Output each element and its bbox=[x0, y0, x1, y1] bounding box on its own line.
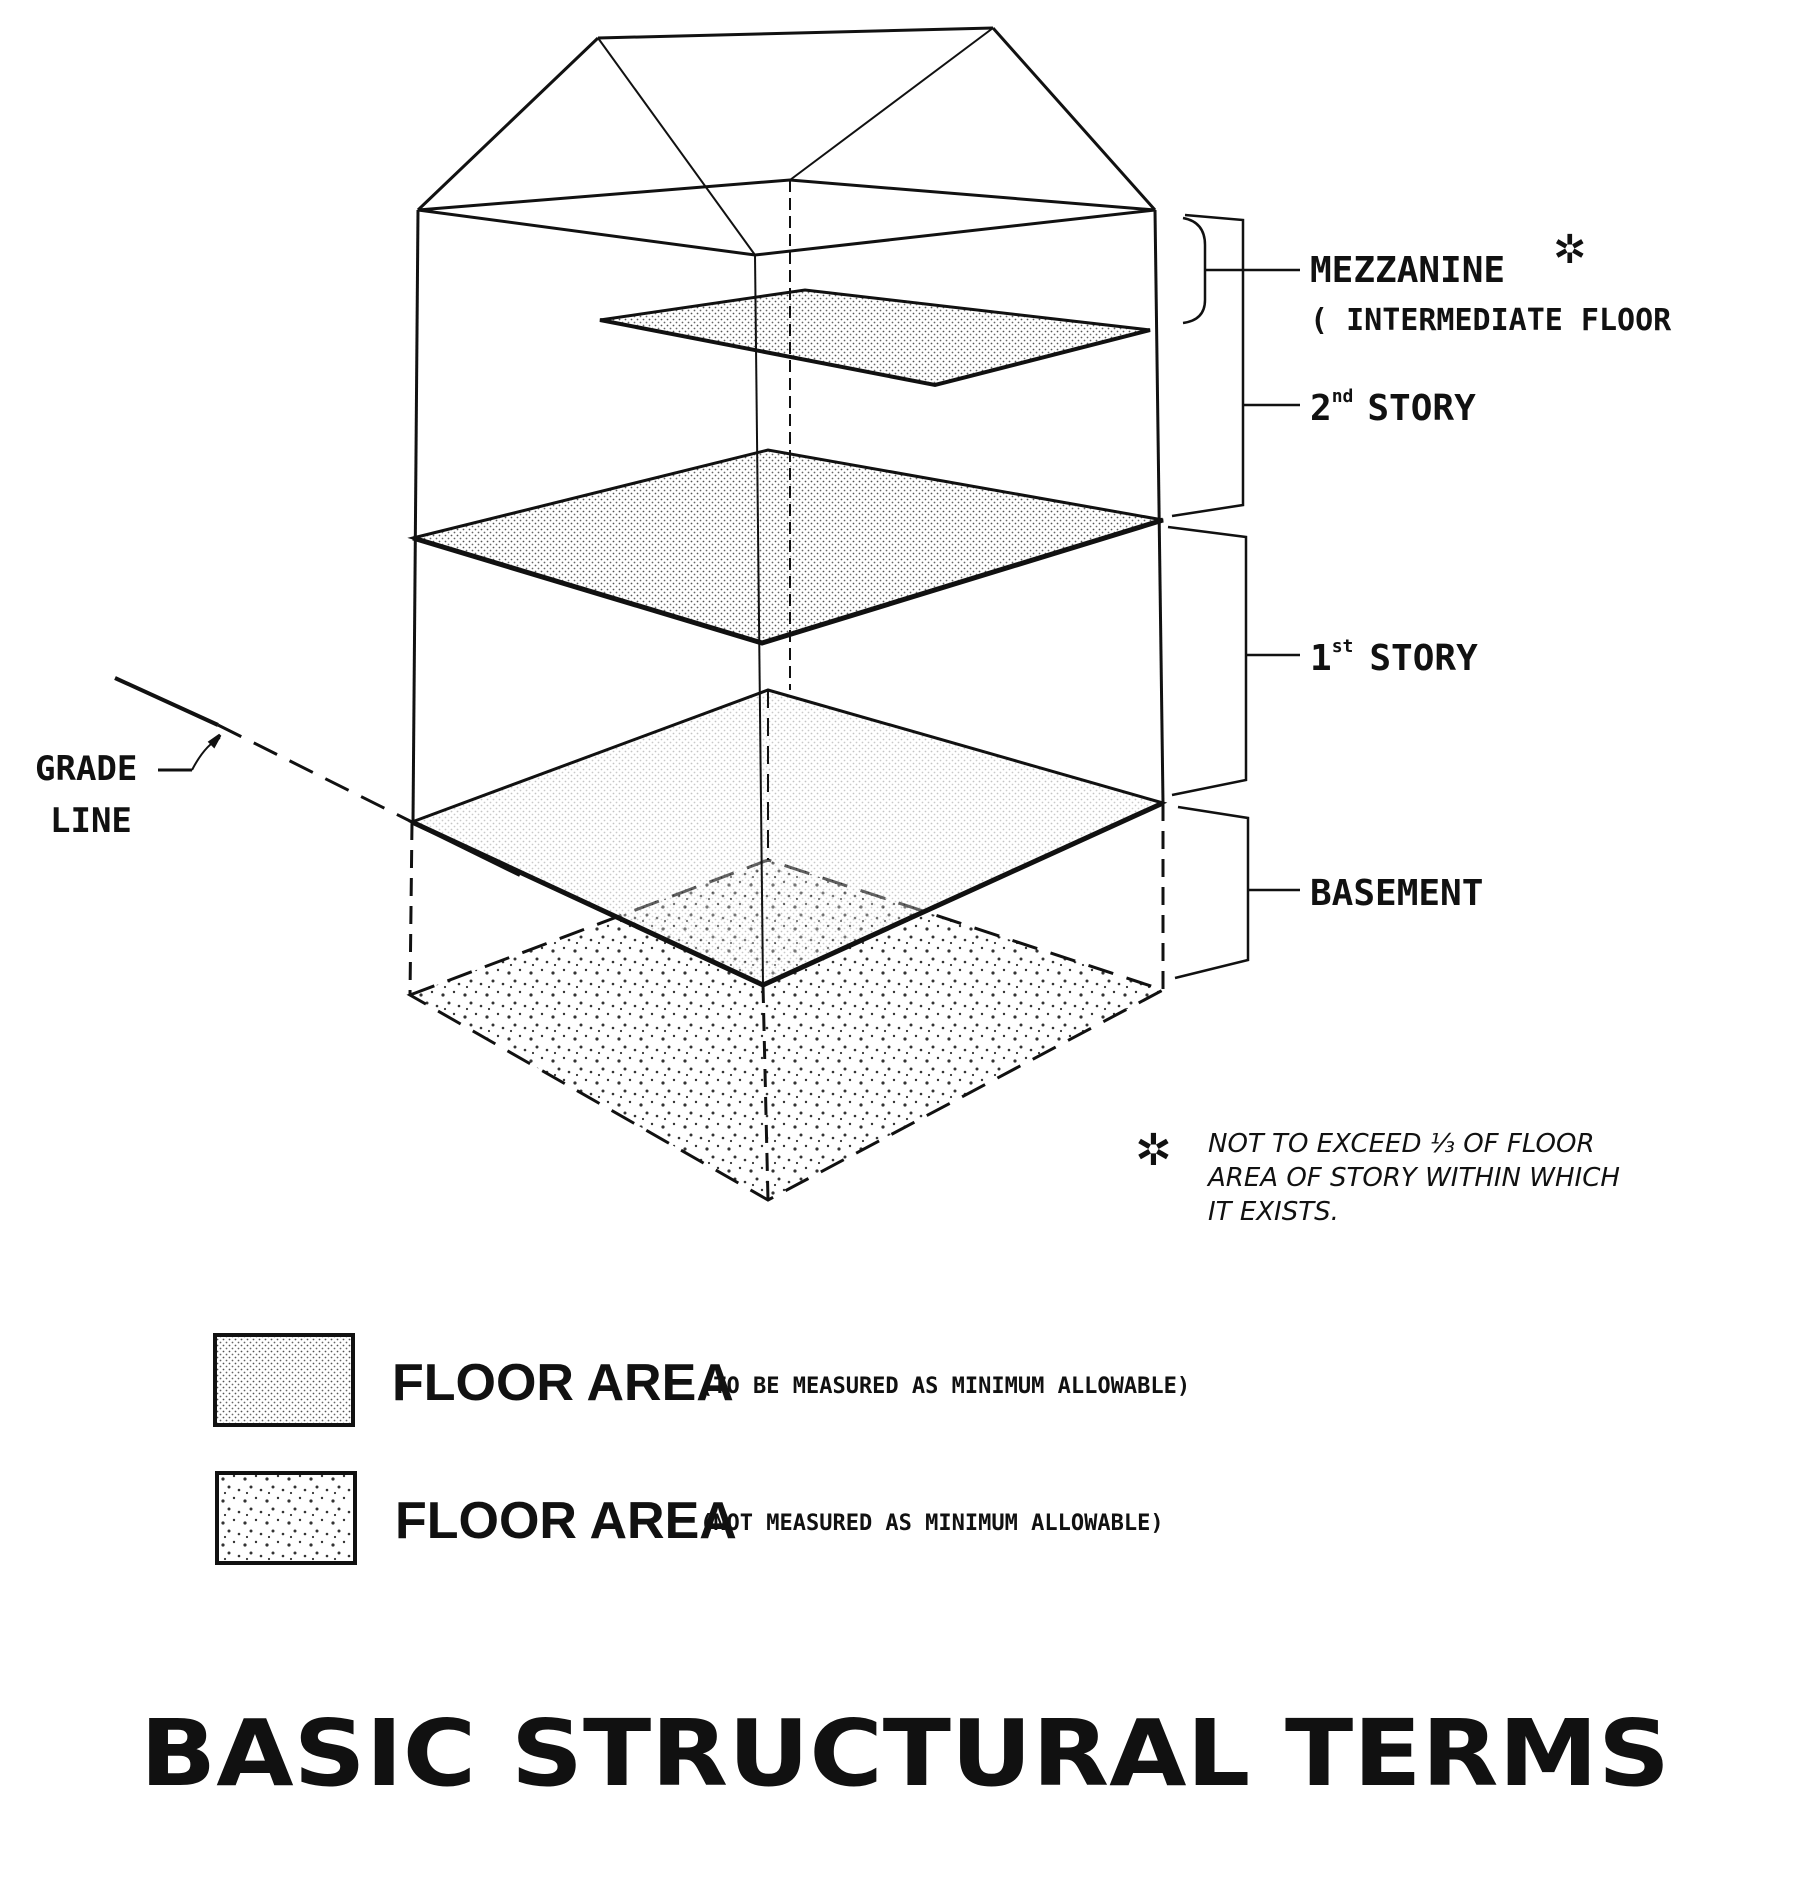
mezzanine-label: MEZZANINE bbox=[1310, 250, 1506, 291]
second-story-label: 2nd STORY bbox=[1310, 386, 1476, 429]
footnote-line-2: AREA OF STORY WITHIN WHICH bbox=[1208, 1163, 1620, 1193]
legend-note-measured: (TO BE MEASURED AS MINIMUM ALLOWABLE) bbox=[700, 1374, 1191, 1399]
footnote bbox=[1135, 1125, 1620, 1227]
grade-line-label: GRADE bbox=[35, 749, 138, 789]
story-brackets bbox=[1168, 215, 1300, 978]
grade-line-label-2: LINE bbox=[50, 801, 132, 841]
ceiling-plane bbox=[418, 180, 1155, 255]
legend-swatch-measured bbox=[215, 1335, 353, 1425]
grade-line bbox=[115, 678, 520, 875]
first-story-label: 1st STORY bbox=[1310, 636, 1478, 679]
basement-label: BASEMENT bbox=[1310, 873, 1484, 914]
first-story-floor bbox=[412, 690, 1163, 985]
legend-note-not-measured: (NOT MEASURED AS MINIMUM ALLOWABLE) bbox=[700, 1511, 1164, 1536]
intermediate-floor-label: ( INTERMEDIATE FLOOR bbox=[1310, 303, 1672, 338]
legend-label-measured: FLOOR AREA bbox=[392, 1354, 734, 1412]
second-story-floor bbox=[413, 450, 1163, 643]
building-drawing bbox=[115, 28, 1300, 1200]
footnote-line-1: NOT TO EXCEED ⅓ OF FLOOR bbox=[1208, 1129, 1595, 1159]
legend-label-not-measured: FLOOR AREA bbox=[395, 1492, 737, 1550]
page-title: BASIC STRUCTURAL TERMS bbox=[140, 1700, 1670, 1807]
legend-swatch-not-measured bbox=[217, 1473, 355, 1563]
asterisk-icon: ✲ bbox=[1135, 1125, 1172, 1176]
footnote-line-3: IT EXISTS. bbox=[1208, 1197, 1339, 1227]
asterisk-icon: ✲ bbox=[1553, 227, 1587, 273]
legend bbox=[215, 1335, 1190, 1563]
